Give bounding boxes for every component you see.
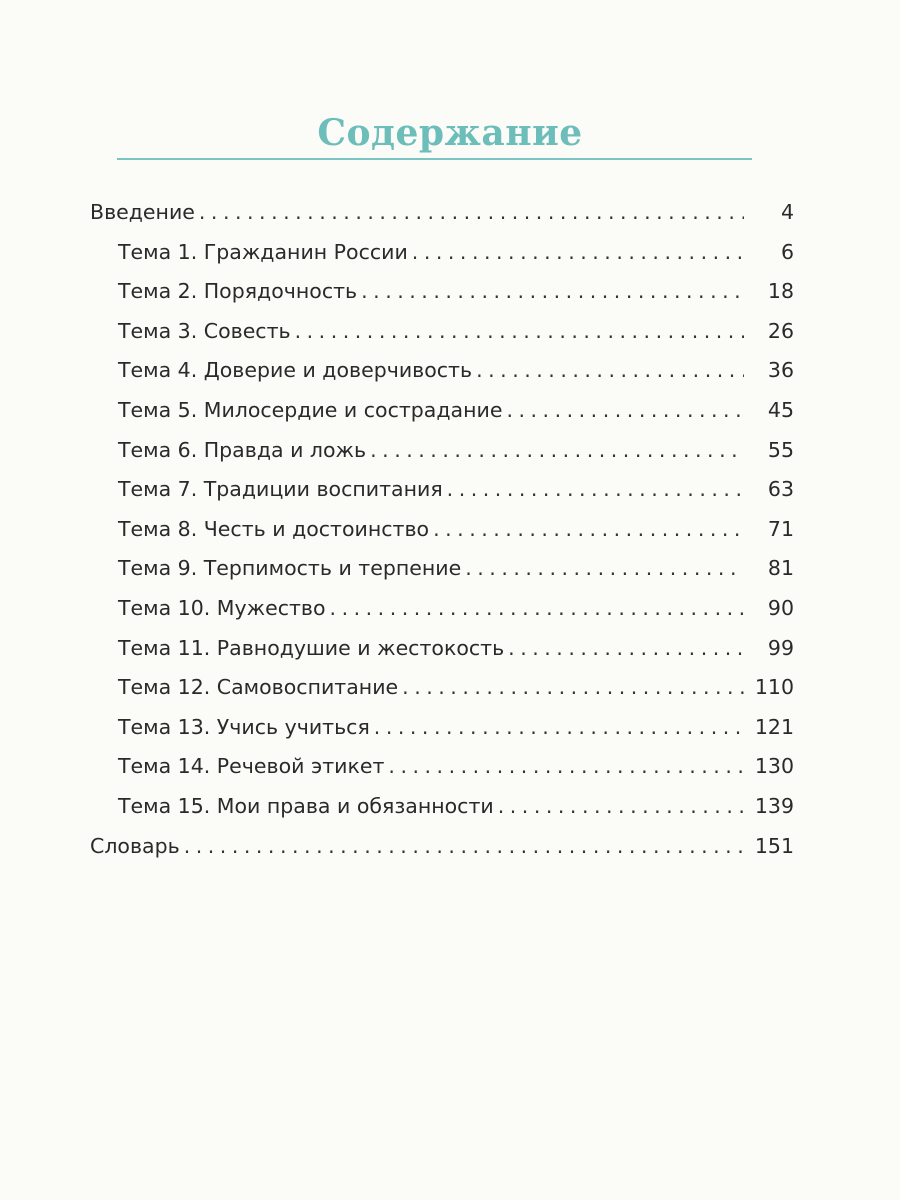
toc-entry[interactable]	[118, 477, 794, 513]
dot-leader	[330, 596, 744, 620]
toc-entry-page: 110	[754, 675, 794, 700]
toc-entry-label: Словарь	[90, 833, 180, 858]
dot-leader	[433, 517, 744, 541]
dot-leader	[184, 834, 744, 858]
toc-entry-page: 36	[767, 358, 794, 383]
dot-leader	[361, 279, 744, 303]
title-underline	[117, 158, 752, 160]
toc-entry-label: Тема 7. Традиции воспитания	[118, 477, 443, 502]
toc-entry-label: Тема 2. Порядочность	[118, 279, 358, 304]
toc-entry[interactable]	[118, 398, 794, 434]
toc-entry-label: Тема 14. Речевой этикет	[118, 754, 385, 779]
toc-entry-label: Тема 15. Мои права и обязанности	[118, 794, 494, 818]
dot-leader	[295, 319, 744, 343]
toc-entry-page: 18	[767, 279, 794, 304]
toc-entry-page: 151	[754, 833, 794, 858]
toc-entry[interactable]	[118, 240, 794, 276]
toc-entry-label: Тема 4. Доверие и доверчивость	[118, 358, 473, 383]
dot-leader	[412, 240, 744, 264]
toc-entry-label: Тема 11. Равнодушие и жестокость	[118, 635, 505, 660]
toc-entry-page: 99	[767, 635, 794, 660]
dot-leader	[506, 398, 744, 422]
toc-entry-page: 121	[754, 714, 794, 739]
toc-entry[interactable]	[118, 794, 794, 830]
toc-entry-page: 6	[780, 239, 794, 264]
dot-leader	[370, 438, 744, 462]
toc-entry-page: 63	[767, 477, 794, 502]
toc-entry-page: 81	[767, 556, 794, 581]
toc-entry[interactable]	[118, 636, 794, 672]
toc-entry[interactable]	[118, 754, 794, 790]
dot-leader	[498, 794, 744, 818]
toc-entry-page: 45	[767, 398, 794, 422]
dot-leader	[476, 358, 744, 382]
dot-leader	[388, 754, 744, 778]
toc-entry-page: 90	[767, 596, 794, 620]
toc-entry-label: Тема 10. Мужество	[118, 596, 326, 620]
toc-entry[interactable]	[90, 834, 794, 870]
dot-leader	[374, 715, 744, 739]
toc-entry-label: Введение	[90, 200, 195, 224]
toc-entry-page: 71	[767, 516, 794, 541]
toc-entry[interactable]	[118, 715, 794, 751]
toc-entry-page: 4	[780, 200, 794, 224]
toc-entry[interactable]	[118, 596, 794, 632]
toc-entry-page: 26	[767, 318, 794, 343]
toc-entry[interactable]	[118, 517, 794, 553]
toc-entry-page: 55	[767, 437, 794, 462]
toc-entry[interactable]	[118, 319, 794, 355]
toc-entry-page: 130	[754, 754, 794, 779]
toc-entry-label: Тема 5. Милосердие и сострадание	[118, 398, 503, 422]
dot-leader	[465, 556, 744, 580]
page-title: Содержание	[317, 112, 583, 154]
toc-entry-label: Тема 9. Терпимость и терпение	[118, 556, 462, 581]
toc-entry-label: Тема 1. Гражданин России	[118, 239, 408, 264]
dot-leader	[402, 675, 744, 699]
toc-entry[interactable]	[118, 438, 794, 474]
toc-entry[interactable]	[118, 556, 794, 592]
dot-leader	[447, 477, 744, 501]
toc-entry-label: Тема 13. Учись учиться	[118, 714, 370, 739]
toc-entry[interactable]	[118, 279, 794, 315]
toc-entry[interactable]	[90, 200, 794, 236]
toc-entry[interactable]	[118, 675, 794, 711]
toc-entry-page: 139	[754, 794, 794, 818]
toc-entry[interactable]	[118, 358, 794, 394]
dot-leader	[199, 200, 744, 224]
toc-entry-label: Тема 6. Правда и ложь	[118, 437, 367, 462]
dot-leader	[508, 636, 744, 660]
toc-entry-label: Тема 3. Совесть	[118, 318, 291, 343]
toc-entry-label: Тема 12. Самовоспитание	[118, 675, 399, 700]
toc-entry-label: Тема 8. Честь и достоинство	[118, 516, 430, 541]
